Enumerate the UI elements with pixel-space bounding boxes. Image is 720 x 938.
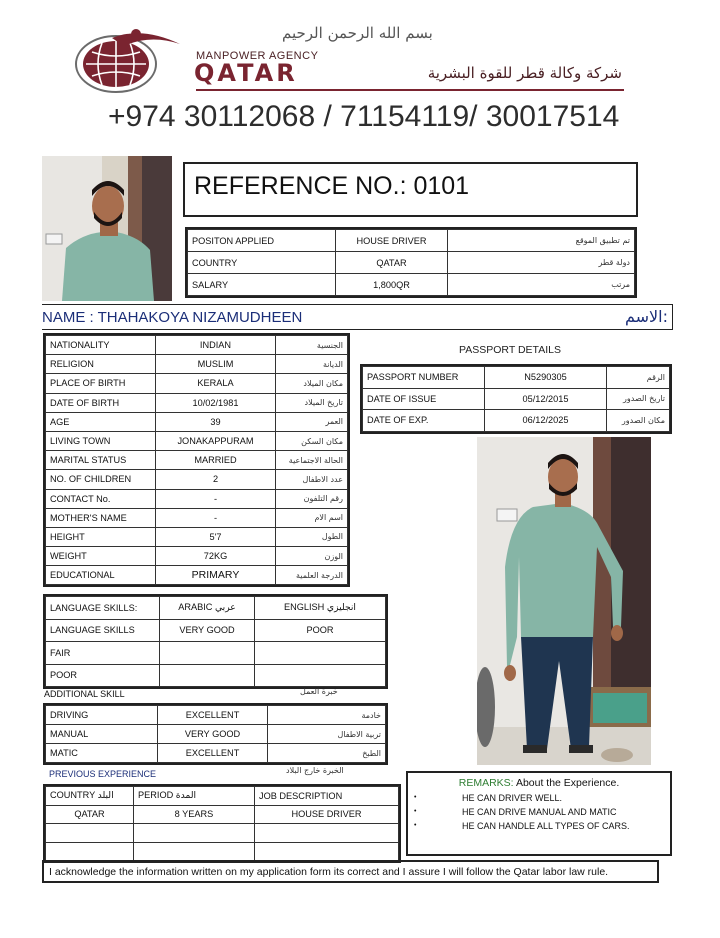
table-row (46, 744, 386, 763)
english-level (255, 664, 386, 687)
additional-skill-table (43, 703, 388, 765)
manual-arabic: تربية الاطفال (268, 725, 386, 744)
arabic-level (160, 642, 255, 665)
table-row (188, 252, 635, 274)
position-arabic: تم تطبيق الموقع (448, 230, 635, 252)
matic-arabic: الطبخ (268, 744, 386, 763)
agency-name: QATAR (194, 59, 298, 87)
experience-job: HOUSE DRIVER (255, 805, 399, 824)
header-divider (196, 89, 624, 91)
nationality-arabic: الجنسية (276, 336, 348, 355)
experience-country (46, 824, 134, 843)
age-label: AGE (46, 412, 156, 431)
bullet-icon: • (414, 808, 417, 815)
dob-arabic: تاريخ الميلاد (276, 393, 348, 412)
table-row (46, 451, 348, 470)
manual-label: MANUAL (46, 725, 158, 744)
passport-number-label: PASSPORT NUMBER (363, 367, 485, 389)
country-value: QATAR (336, 252, 448, 274)
agency-subtitle: MANPOWER AGENCY (196, 50, 319, 62)
experience-header-country: COUNTRY البلد (46, 787, 134, 806)
passport-title: PASSPORT DETAILS (459, 344, 561, 356)
previous-experience-label: PREVIOUS EXPERIENCE (49, 769, 157, 779)
birthplace-arabic: مكان الميلاد (276, 374, 348, 393)
experience-table (43, 784, 401, 863)
position-label: POSITON APPLIED (188, 230, 336, 252)
marital-status-value: MARRIED (156, 451, 276, 470)
language-skills-table (43, 594, 388, 689)
bullet-icon: • (414, 794, 417, 801)
country-arabic: دولة قطر (448, 252, 635, 274)
reference-box (183, 162, 638, 217)
manual-value: VERY GOOD (158, 725, 268, 744)
table-row (188, 230, 635, 252)
table-row (46, 431, 348, 450)
table-row (46, 597, 386, 620)
age-arabic: العمر (276, 412, 348, 431)
education-label: EDUCATIONAL (46, 566, 156, 585)
mother-name-value: - (156, 508, 276, 527)
living-town-label: LIVING TOWN (46, 431, 156, 450)
height-arabic: الطول (276, 527, 348, 546)
living-town-arabic: مكان السكن (276, 431, 348, 450)
table-row (46, 355, 348, 374)
candidate-name-arabic: الاسم: (624, 307, 668, 326)
expiry-date-value: 06/12/2025 (485, 410, 607, 432)
driving-label: DRIVING (46, 706, 158, 725)
salary-value: 1,800QR (336, 274, 448, 296)
language-header-arabic: ARABIC عربي (160, 597, 255, 620)
issue-date-arabic: تاريخ الصدور (607, 388, 670, 410)
experience-header-period: PERIOD المدة (134, 787, 255, 806)
table-row (46, 547, 348, 566)
personal-details-table (43, 333, 350, 587)
table-row (46, 664, 386, 687)
bullet-icon: • (414, 822, 417, 829)
english-level (255, 642, 386, 665)
salary-arabic: مرتب (448, 274, 635, 296)
religion-arabic: الديانة (276, 355, 348, 374)
experience-header-job: JOB DESCRIPTION (255, 787, 399, 806)
dob-value: 10/02/1981 (156, 393, 276, 412)
experience-job (255, 824, 399, 843)
candidate-photo-full (477, 437, 651, 765)
table-row (46, 725, 386, 744)
passport-table (360, 364, 672, 434)
children-arabic: عدد الاطفال (276, 470, 348, 489)
remarks-box (406, 771, 672, 856)
language-row-label: LANGUAGE SKILLS (46, 619, 160, 642)
birthplace-value: KERALA (156, 374, 276, 393)
acknowledgement-box (42, 860, 659, 883)
table-row (46, 842, 399, 861)
issue-date-value: 05/12/2015 (485, 388, 607, 410)
table-row (363, 388, 670, 410)
language-header-label: LANGUAGE SKILLS: (46, 597, 160, 620)
language-row-label: FAIR (46, 642, 160, 665)
matic-value: EXCELLENT (158, 744, 268, 763)
phone-numbers: +974 30112068 / 71154119/ 30017514 (108, 100, 620, 133)
arabic-level (160, 664, 255, 687)
height-label: HEIGHT (46, 527, 156, 546)
experience-period: 8 YEARS (134, 805, 255, 824)
remarks-label: REMARKS (458, 777, 511, 789)
table-row (46, 824, 399, 843)
nationality-label: NATIONALITY (46, 336, 156, 355)
remark-text: HE CAN DRIVER WELL. (462, 793, 563, 803)
table-row (46, 336, 348, 355)
age-value: 39 (156, 412, 276, 431)
additional-skill-arabic: خبرة العمل (300, 687, 338, 696)
table-row (46, 470, 348, 489)
table-row (46, 566, 348, 585)
name-bar (42, 304, 673, 330)
birthplace-label: PLACE OF BIRTH (46, 374, 156, 393)
acknowledgement-text: I acknowledge the information written on my application form its correct and I assure I will follow the Qatar labor law rule. (49, 866, 609, 878)
mother-name-arabic: اسم الام (276, 508, 348, 527)
arabic-level: VERY GOOD (160, 619, 255, 642)
table-row (363, 367, 670, 389)
table-row (46, 642, 386, 665)
language-header-english: ENGLISH انجليزي (255, 597, 386, 620)
table-row (188, 274, 635, 296)
education-value: PRIMARY (156, 566, 276, 585)
table-row (46, 805, 399, 824)
contact-label: CONTACT No. (46, 489, 156, 508)
previous-experience-arabic: الخبرة خارج البلاد (286, 766, 344, 775)
candidate-name: NAME : THAHAKOYA NIZAMUDHEEN (42, 309, 303, 326)
living-town-value: JONAKAPPURAM (156, 431, 276, 450)
experience-period (134, 842, 255, 861)
nationality-value: INDIAN (156, 336, 276, 355)
contact-value: - (156, 489, 276, 508)
religion-value: MUSLIM (156, 355, 276, 374)
table-row (46, 393, 348, 412)
remark-text: HE CAN HANDLE ALL TYPES OF CARS. (462, 821, 630, 831)
weight-label: WEIGHT (46, 547, 156, 566)
marital-status-label: MARITAL STATUS (46, 451, 156, 470)
position-value: HOUSE DRIVER (336, 230, 448, 252)
contact-arabic: رقم التلفون (276, 489, 348, 508)
additional-skill-label: ADDITIONAL SKILL (44, 689, 125, 699)
experience-job (255, 842, 399, 861)
reference-number: REFERENCE NO.: 0101 (194, 172, 470, 200)
table-row (46, 619, 386, 642)
weight-arabic: الوزن (276, 547, 348, 566)
table-row (46, 527, 348, 546)
mother-name-label: MOTHER'S NAME (46, 508, 156, 527)
driving-value: EXCELLENT (158, 706, 268, 725)
experience-period (134, 824, 255, 843)
english-level: POOR (255, 619, 386, 642)
matic-label: MATIC (46, 744, 158, 763)
list-item (414, 819, 664, 833)
table-row (46, 787, 399, 806)
table-row (46, 489, 348, 508)
table-row (46, 412, 348, 431)
candidate-photo-portrait (42, 156, 172, 301)
language-row-label: POOR (46, 664, 160, 687)
religion-label: RELIGION (46, 355, 156, 374)
marital-status-arabic: الحالة الاجتماعية (276, 451, 348, 470)
remarks-title: REMARKS: About the Experience. (458, 777, 620, 789)
bismillah-text: بسم الله الرحمن الرحيم (282, 24, 433, 42)
expiry-date-label: DATE OF EXP. (363, 410, 485, 432)
children-label: NO. OF CHILDREN (46, 470, 156, 489)
list-item (414, 791, 664, 805)
agency-logo (72, 26, 184, 96)
driving-arabic: خادمة (268, 706, 386, 725)
remarks-subtitle: About the Experience. (515, 777, 620, 789)
children-value: 2 (156, 470, 276, 489)
table-row (46, 508, 348, 527)
position-table (185, 227, 637, 298)
experience-country (46, 842, 134, 861)
height-value: 5'7 (156, 527, 276, 546)
weight-value: 72KG (156, 547, 276, 566)
education-arabic: الدرجة العلمية (276, 566, 348, 585)
expiry-date-arabic: مكان الصدور (607, 410, 670, 432)
table-row (363, 410, 670, 432)
passport-number-arabic: الرقم (607, 367, 670, 389)
table-row (46, 374, 348, 393)
list-item (414, 805, 664, 819)
experience-country: QATAR (46, 805, 134, 824)
passport-number-value: N5290305 (485, 367, 607, 389)
dob-label: DATE OF BIRTH (46, 393, 156, 412)
table-row (46, 706, 386, 725)
agency-arabic-name: شركة وكالة قطر للقوة البشرية (427, 64, 622, 82)
salary-label: SALARY (188, 274, 336, 296)
issue-date-label: DATE OF ISSUE (363, 388, 485, 410)
remark-text: HE CAN DRIVE MANUAL AND MATIC (462, 807, 617, 817)
country-label: COUNTRY (188, 252, 336, 274)
